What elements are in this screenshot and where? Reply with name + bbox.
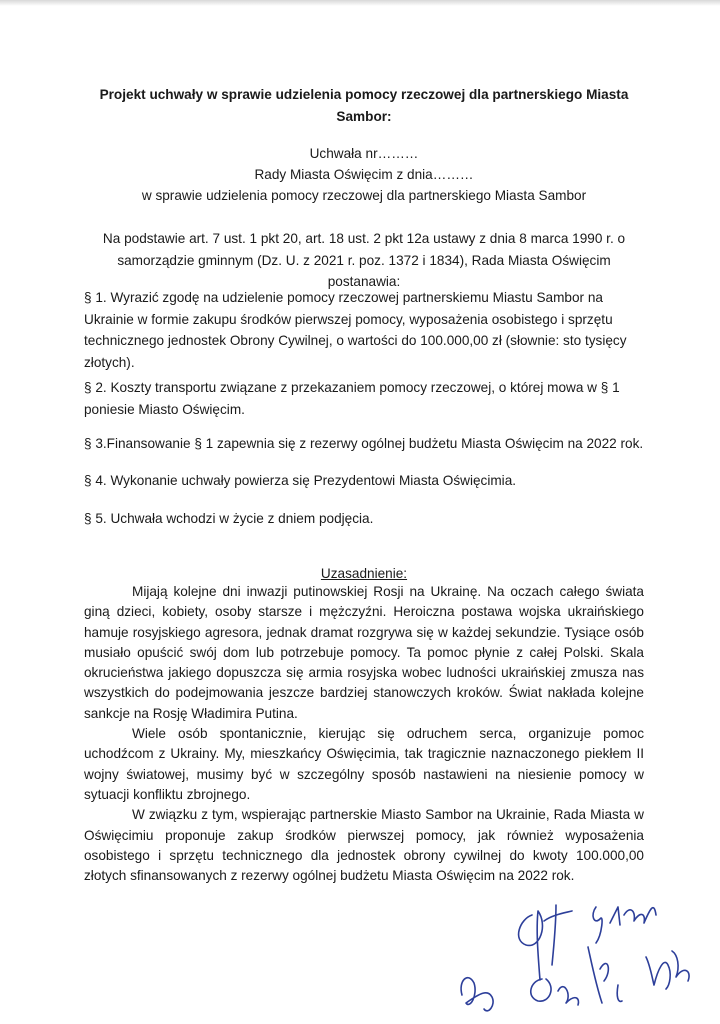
document-title: Projekt uchwały w sprawie udzielenia pomocy rzeczowej dla partnerskiego Miasta Sambor: xyxy=(99,87,629,124)
scan-edge xyxy=(0,0,720,6)
resolution-header xyxy=(84,143,644,206)
justification-paragraph: W związku z tym, wspierając partnerskie Miasto Sambor na Ukrainie, Rada Miasta w Oświęcimiu proponuje zakup środków pierwszej pomocy, jak również wyposażenia osobistego i sprzętu technicznego dla jednostek obrony cywilnej do kwoty 100.000,00 złotych sfinansowanych z rezerwy ogólnej budżetu Miasta Oświęcim na 2022 rok. xyxy=(84,807,644,884)
resolution-council-date: Rady Miasta Oświęcim z dnia……… xyxy=(254,167,474,182)
resolution-number: Uchwała nr……… xyxy=(309,146,419,161)
resolution-subject: w sprawie udzielenia pomocy rzeczowej dla partnerskiego Miasta Sambor xyxy=(141,188,587,203)
handwritten-signatures xyxy=(440,885,700,1020)
paragraph-2: § 2. Koszty transportu związane z przekazaniem pomocy rzeczowej, o której mowa w § 1 poniesie Miasto Oświęcim. xyxy=(84,380,620,417)
paragraph-3: § 3.Finansowanie § 1 zapewnia się z rezerwy ogólnej budżetu Miasta Oświęcim na 2022 rok. xyxy=(84,436,644,451)
paragraph-1: § 1. Wyrazić zgodę na udzielenie pomocy rzeczowej partnerskiemu Miastu Sambor na Ukrainie w formie zakupu środków pierwszej pomocy, wyposażenia osobistego i sprzętu technicznego jednostek Obrony Cywilnej, o wartości do 100.000,00 zł (słownie: sto tysięcy złotych). xyxy=(84,290,627,370)
justification-paragraph: Wiele osób spontanicznie, kierując się odruchem serca, organizuje pomoc uchodźcom z Ukrainy. My, mieszkańcy Oświęcimia, tak tragicznie naznaczonego piekłem II wojny światowej, musimy być w szczególny sposób nastawieni na niesienie pomocy w sytuacji konfliktu zbrojnego. xyxy=(84,726,644,802)
paragraph-4: § 4. Wykonanie uchwały powierza się Prezydentowi Miasta Oświęcimia. xyxy=(84,473,517,488)
preamble: Na podstawie art. 7 ust. 1 pkt 20, art. 18 ust. 2 pkt 12a ustawy z dnia 8 marca 1990 r. o samorządzie gminnym (Dz. U. z 2021 r. poz. 1372 i 1834), Rada Miasta Oświęcim postanawia: xyxy=(102,231,626,289)
paragraph-5: § 5. Uchwała wchodzi w życie z dniem podjęcia. xyxy=(84,511,374,526)
justification-paragraph: Mijają kolejne dni inwazji putinowskiej Rosji na Ukrainę. Na oczach całego świata giną dzieci, kobiety, osoby starsze i mężczyźni. Heroiczna postawa wojska ukraińskiego hamuje rosyjskiego agresora, jednak dramat rozgrywa się w każdej sekundzie. Tysiące osób musiało opuścić swój dom lub potrzebuje pomocy. Ta pomoc płynie z całej Polski. Skala okrucieństwa jakiego dopuszcza się armia rosyjska wobec ludności ukraińskiej zmusza nas wszystkich do podejmowania jeszcze bardziej stanowczych kroków. Świat nakłada kolejne sankcje na Rosję Władimira Putina. xyxy=(84,584,644,721)
justification-body xyxy=(84,582,644,886)
justification-heading: Uzasadnienie: xyxy=(320,566,408,581)
